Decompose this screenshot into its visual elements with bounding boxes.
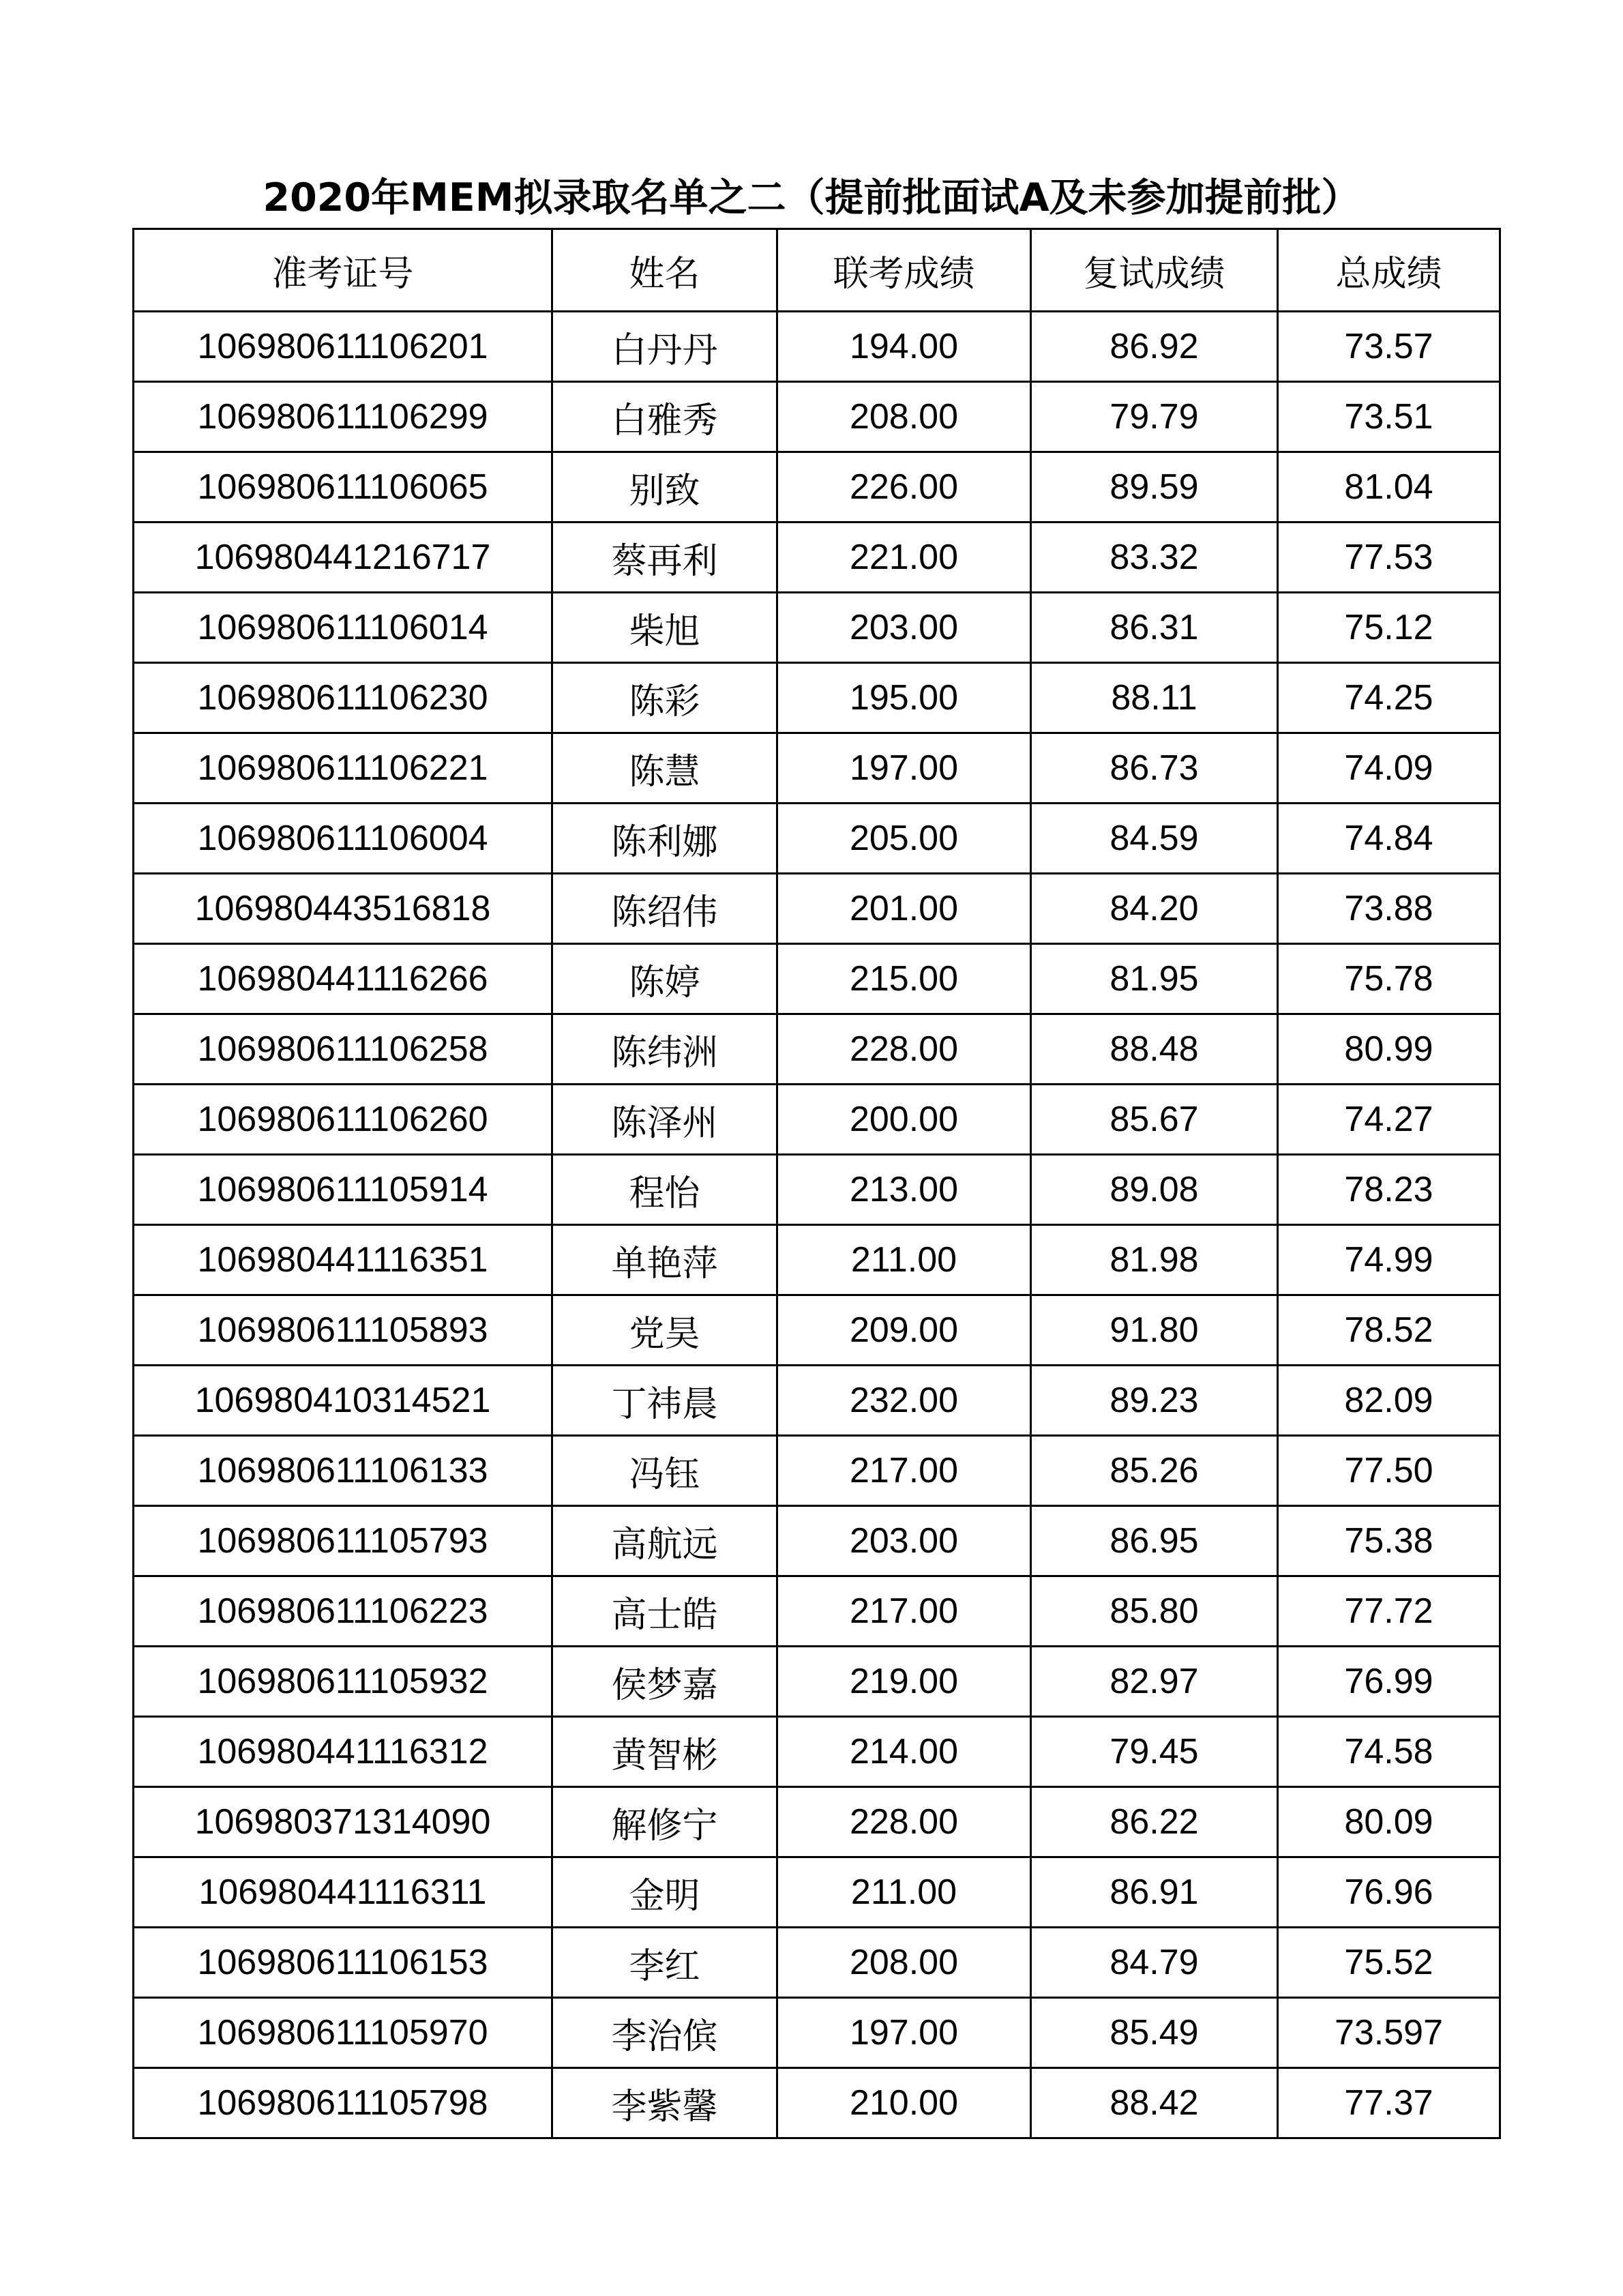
header-name: 姓名: [552, 229, 777, 312]
cell-name: 高士皓: [552, 1576, 777, 1647]
cell-name: 陈绍伟: [552, 874, 777, 944]
cell-name: 程怡: [552, 1155, 777, 1225]
cell-exam-score: 208.00: [777, 382, 1031, 452]
cell-interview-score: 88.42: [1031, 2068, 1278, 2138]
cell-total-score: 74.27: [1278, 1085, 1500, 1155]
cell-name: 陈纬洲: [552, 1014, 777, 1085]
cell-total-score: 80.09: [1278, 1787, 1500, 1857]
cell-exam-score: 209.00: [777, 1295, 1031, 1366]
cell-exam-score: 226.00: [777, 452, 1031, 523]
cell-exam-id: 106980611106258: [134, 1014, 552, 1085]
cell-exam-score: 217.00: [777, 1436, 1031, 1506]
cell-name: 白丹丹: [552, 312, 777, 382]
cell-exam-id: 106980611106230: [134, 663, 552, 733]
cell-name: 丁祎晨: [552, 1366, 777, 1436]
cell-exam-score: 205.00: [777, 804, 1031, 874]
cell-interview-score: 81.98: [1031, 1225, 1278, 1295]
table-row: [134, 452, 1500, 523]
cell-exam-score: 219.00: [777, 1647, 1031, 1717]
cell-interview-score: 86.31: [1031, 593, 1278, 663]
admission-table: [132, 228, 1501, 2139]
table-row: [134, 1155, 1500, 1225]
cell-exam-score: 228.00: [777, 1787, 1031, 1857]
cell-total-score: 74.58: [1278, 1717, 1500, 1787]
header-exam-id: 准考证号: [134, 229, 552, 312]
table-row: [134, 1014, 1500, 1085]
cell-total-score: 78.23: [1278, 1155, 1500, 1225]
cell-interview-score: 91.80: [1031, 1295, 1278, 1366]
cell-exam-score: 211.00: [777, 1225, 1031, 1295]
cell-total-score: 75.12: [1278, 593, 1500, 663]
table-row: [134, 1928, 1500, 1998]
cell-exam-id: 106980611106133: [134, 1436, 552, 1506]
cell-exam-id: 106980371314090: [134, 1787, 552, 1857]
cell-interview-score: 86.22: [1031, 1787, 1278, 1857]
table-row: [134, 1225, 1500, 1295]
table-row: [134, 1576, 1500, 1647]
cell-exam-id: 106980611106153: [134, 1928, 552, 1998]
cell-total-score: 73.51: [1278, 382, 1500, 452]
cell-exam-score: 232.00: [777, 1366, 1031, 1436]
table-row: [134, 1998, 1500, 2068]
cell-exam-score: 217.00: [777, 1576, 1031, 1647]
cell-name: 单艳萍: [552, 1225, 777, 1295]
cell-exam-id: 106980611105970: [134, 1998, 552, 2068]
cell-interview-score: 86.73: [1031, 733, 1278, 804]
table-row: [134, 382, 1500, 452]
cell-total-score: 75.78: [1278, 944, 1500, 1014]
cell-interview-score: 86.91: [1031, 1857, 1278, 1928]
cell-interview-score: 79.79: [1031, 382, 1278, 452]
cell-name: 解修宁: [552, 1787, 777, 1857]
cell-exam-score: 201.00: [777, 874, 1031, 944]
cell-name: 黄智彬: [552, 1717, 777, 1787]
cell-total-score: 74.25: [1278, 663, 1500, 733]
cell-exam-score: 203.00: [777, 1506, 1031, 1576]
cell-name: 陈彩: [552, 663, 777, 733]
cell-exam-id: 106980611106299: [134, 382, 552, 452]
cell-exam-id: 106980441116351: [134, 1225, 552, 1295]
cell-interview-score: 84.20: [1031, 874, 1278, 944]
cell-name: 陈婷: [552, 944, 777, 1014]
cell-name: 李治傧: [552, 1998, 777, 2068]
cell-name: 白雅秀: [552, 382, 777, 452]
cell-interview-score: 88.48: [1031, 1014, 1278, 1085]
cell-exam-score: 195.00: [777, 663, 1031, 733]
cell-exam-score: 203.00: [777, 593, 1031, 663]
table-row: [134, 944, 1500, 1014]
cell-exam-score: 197.00: [777, 1998, 1031, 2068]
cell-name: 柴旭: [552, 593, 777, 663]
cell-exam-id: 106980443516818: [134, 874, 552, 944]
cell-exam-id: 106980441116312: [134, 1717, 552, 1787]
table-row: [134, 2068, 1500, 2138]
cell-name: 侯梦嘉: [552, 1647, 777, 1717]
cell-total-score: 73.597: [1278, 1998, 1500, 2068]
cell-name: 陈慧: [552, 733, 777, 804]
table-row: [134, 1366, 1500, 1436]
cell-interview-score: 88.11: [1031, 663, 1278, 733]
cell-exam-id: 106980441216717: [134, 523, 552, 593]
cell-exam-score: 200.00: [777, 1085, 1031, 1155]
cell-exam-id: 106980611105914: [134, 1155, 552, 1225]
cell-name: 冯钰: [552, 1436, 777, 1506]
cell-exam-id: 106980611106014: [134, 593, 552, 663]
cell-exam-id: 106980611105893: [134, 1295, 552, 1366]
table-row: [134, 663, 1500, 733]
cell-exam-score: 208.00: [777, 1928, 1031, 1998]
table-row: [134, 1717, 1500, 1787]
header-interview-score: 复试成绩: [1031, 229, 1278, 312]
cell-interview-score: 85.80: [1031, 1576, 1278, 1647]
cell-exam-id: 106980611106223: [134, 1576, 552, 1647]
table-row: [134, 1085, 1500, 1155]
cell-interview-score: 85.26: [1031, 1436, 1278, 1506]
header-total-score: 总成绩: [1278, 229, 1500, 312]
cell-total-score: 78.52: [1278, 1295, 1500, 1366]
cell-name: 蔡再利: [552, 523, 777, 593]
document-title: 2020年MEM拟录取名单之二（提前批面试A及未参加提前批）: [263, 175, 1360, 220]
cell-exam-id: 106980611106004: [134, 804, 552, 874]
cell-interview-score: 85.49: [1031, 1998, 1278, 2068]
cell-exam-score: 213.00: [777, 1155, 1031, 1225]
cell-total-score: 76.96: [1278, 1857, 1500, 1928]
cell-exam-id: 106980611106221: [134, 733, 552, 804]
cell-interview-score: 86.92: [1031, 312, 1278, 382]
table-row: [134, 593, 1500, 663]
cell-exam-score: 214.00: [777, 1717, 1031, 1787]
header-exam-score: 联考成绩: [777, 229, 1031, 312]
cell-exam-score: 197.00: [777, 733, 1031, 804]
cell-exam-id: 106980611106065: [134, 452, 552, 523]
cell-interview-score: 89.59: [1031, 452, 1278, 523]
cell-total-score: 73.57: [1278, 312, 1500, 382]
table-row: [134, 804, 1500, 874]
cell-interview-score: 85.67: [1031, 1085, 1278, 1155]
cell-exam-score: 210.00: [777, 2068, 1031, 2138]
table-row: [134, 1857, 1500, 1928]
cell-name: 陈泽州: [552, 1085, 777, 1155]
cell-exam-score: 215.00: [777, 944, 1031, 1014]
cell-total-score: 74.09: [1278, 733, 1500, 804]
cell-exam-id: 106980611106260: [134, 1085, 552, 1155]
cell-exam-id: 106980611105793: [134, 1506, 552, 1576]
cell-name: 别致: [552, 452, 777, 523]
table-row: [134, 874, 1500, 944]
cell-name: 李紫馨: [552, 2068, 777, 2138]
table-row: [134, 1787, 1500, 1857]
cell-total-score: 76.99: [1278, 1647, 1500, 1717]
cell-total-score: 77.53: [1278, 523, 1500, 593]
table-row: [134, 1436, 1500, 1506]
cell-total-score: 75.38: [1278, 1506, 1500, 1576]
table-header-row: [134, 229, 1500, 312]
table-row: [134, 1295, 1500, 1366]
cell-exam-id: 106980441116311: [134, 1857, 552, 1928]
table-row: [134, 312, 1500, 382]
cell-total-score: 77.72: [1278, 1576, 1500, 1647]
cell-exam-score: 211.00: [777, 1857, 1031, 1928]
cell-exam-id: 106980611105798: [134, 2068, 552, 2138]
table-row: [134, 733, 1500, 804]
table-row: [134, 1647, 1500, 1717]
cell-exam-score: 228.00: [777, 1014, 1031, 1085]
cell-interview-score: 79.45: [1031, 1717, 1278, 1787]
cell-total-score: 77.50: [1278, 1436, 1500, 1506]
cell-interview-score: 86.95: [1031, 1506, 1278, 1576]
cell-exam-id: 106980611106201: [134, 312, 552, 382]
cell-name: 高航远: [552, 1506, 777, 1576]
cell-total-score: 82.09: [1278, 1366, 1500, 1436]
table-row: [134, 1506, 1500, 1576]
cell-total-score: 75.52: [1278, 1928, 1500, 1998]
cell-name: 李红: [552, 1928, 777, 1998]
cell-exam-id: 106980410314521: [134, 1366, 552, 1436]
cell-name: 金明: [552, 1857, 777, 1928]
cell-total-score: 81.04: [1278, 452, 1500, 523]
cell-interview-score: 83.32: [1031, 523, 1278, 593]
cell-interview-score: 82.97: [1031, 1647, 1278, 1717]
cell-exam-score: 221.00: [777, 523, 1031, 593]
cell-exam-id: 106980611105932: [134, 1647, 552, 1717]
cell-exam-score: 194.00: [777, 312, 1031, 382]
table-row: [134, 523, 1500, 593]
cell-interview-score: 89.23: [1031, 1366, 1278, 1436]
cell-total-score: 77.37: [1278, 2068, 1500, 2138]
cell-total-score: 74.84: [1278, 804, 1500, 874]
cell-interview-score: 81.95: [1031, 944, 1278, 1014]
cell-interview-score: 84.79: [1031, 1928, 1278, 1998]
cell-interview-score: 89.08: [1031, 1155, 1278, 1225]
cell-name: 陈利娜: [552, 804, 777, 874]
cell-total-score: 73.88: [1278, 874, 1500, 944]
cell-exam-id: 106980441116266: [134, 944, 552, 1014]
table-body: [134, 312, 1500, 2138]
cell-total-score: 74.99: [1278, 1225, 1500, 1295]
cell-interview-score: 84.59: [1031, 804, 1278, 874]
cell-total-score: 80.99: [1278, 1014, 1500, 1085]
cell-name: 党昊: [552, 1295, 777, 1366]
